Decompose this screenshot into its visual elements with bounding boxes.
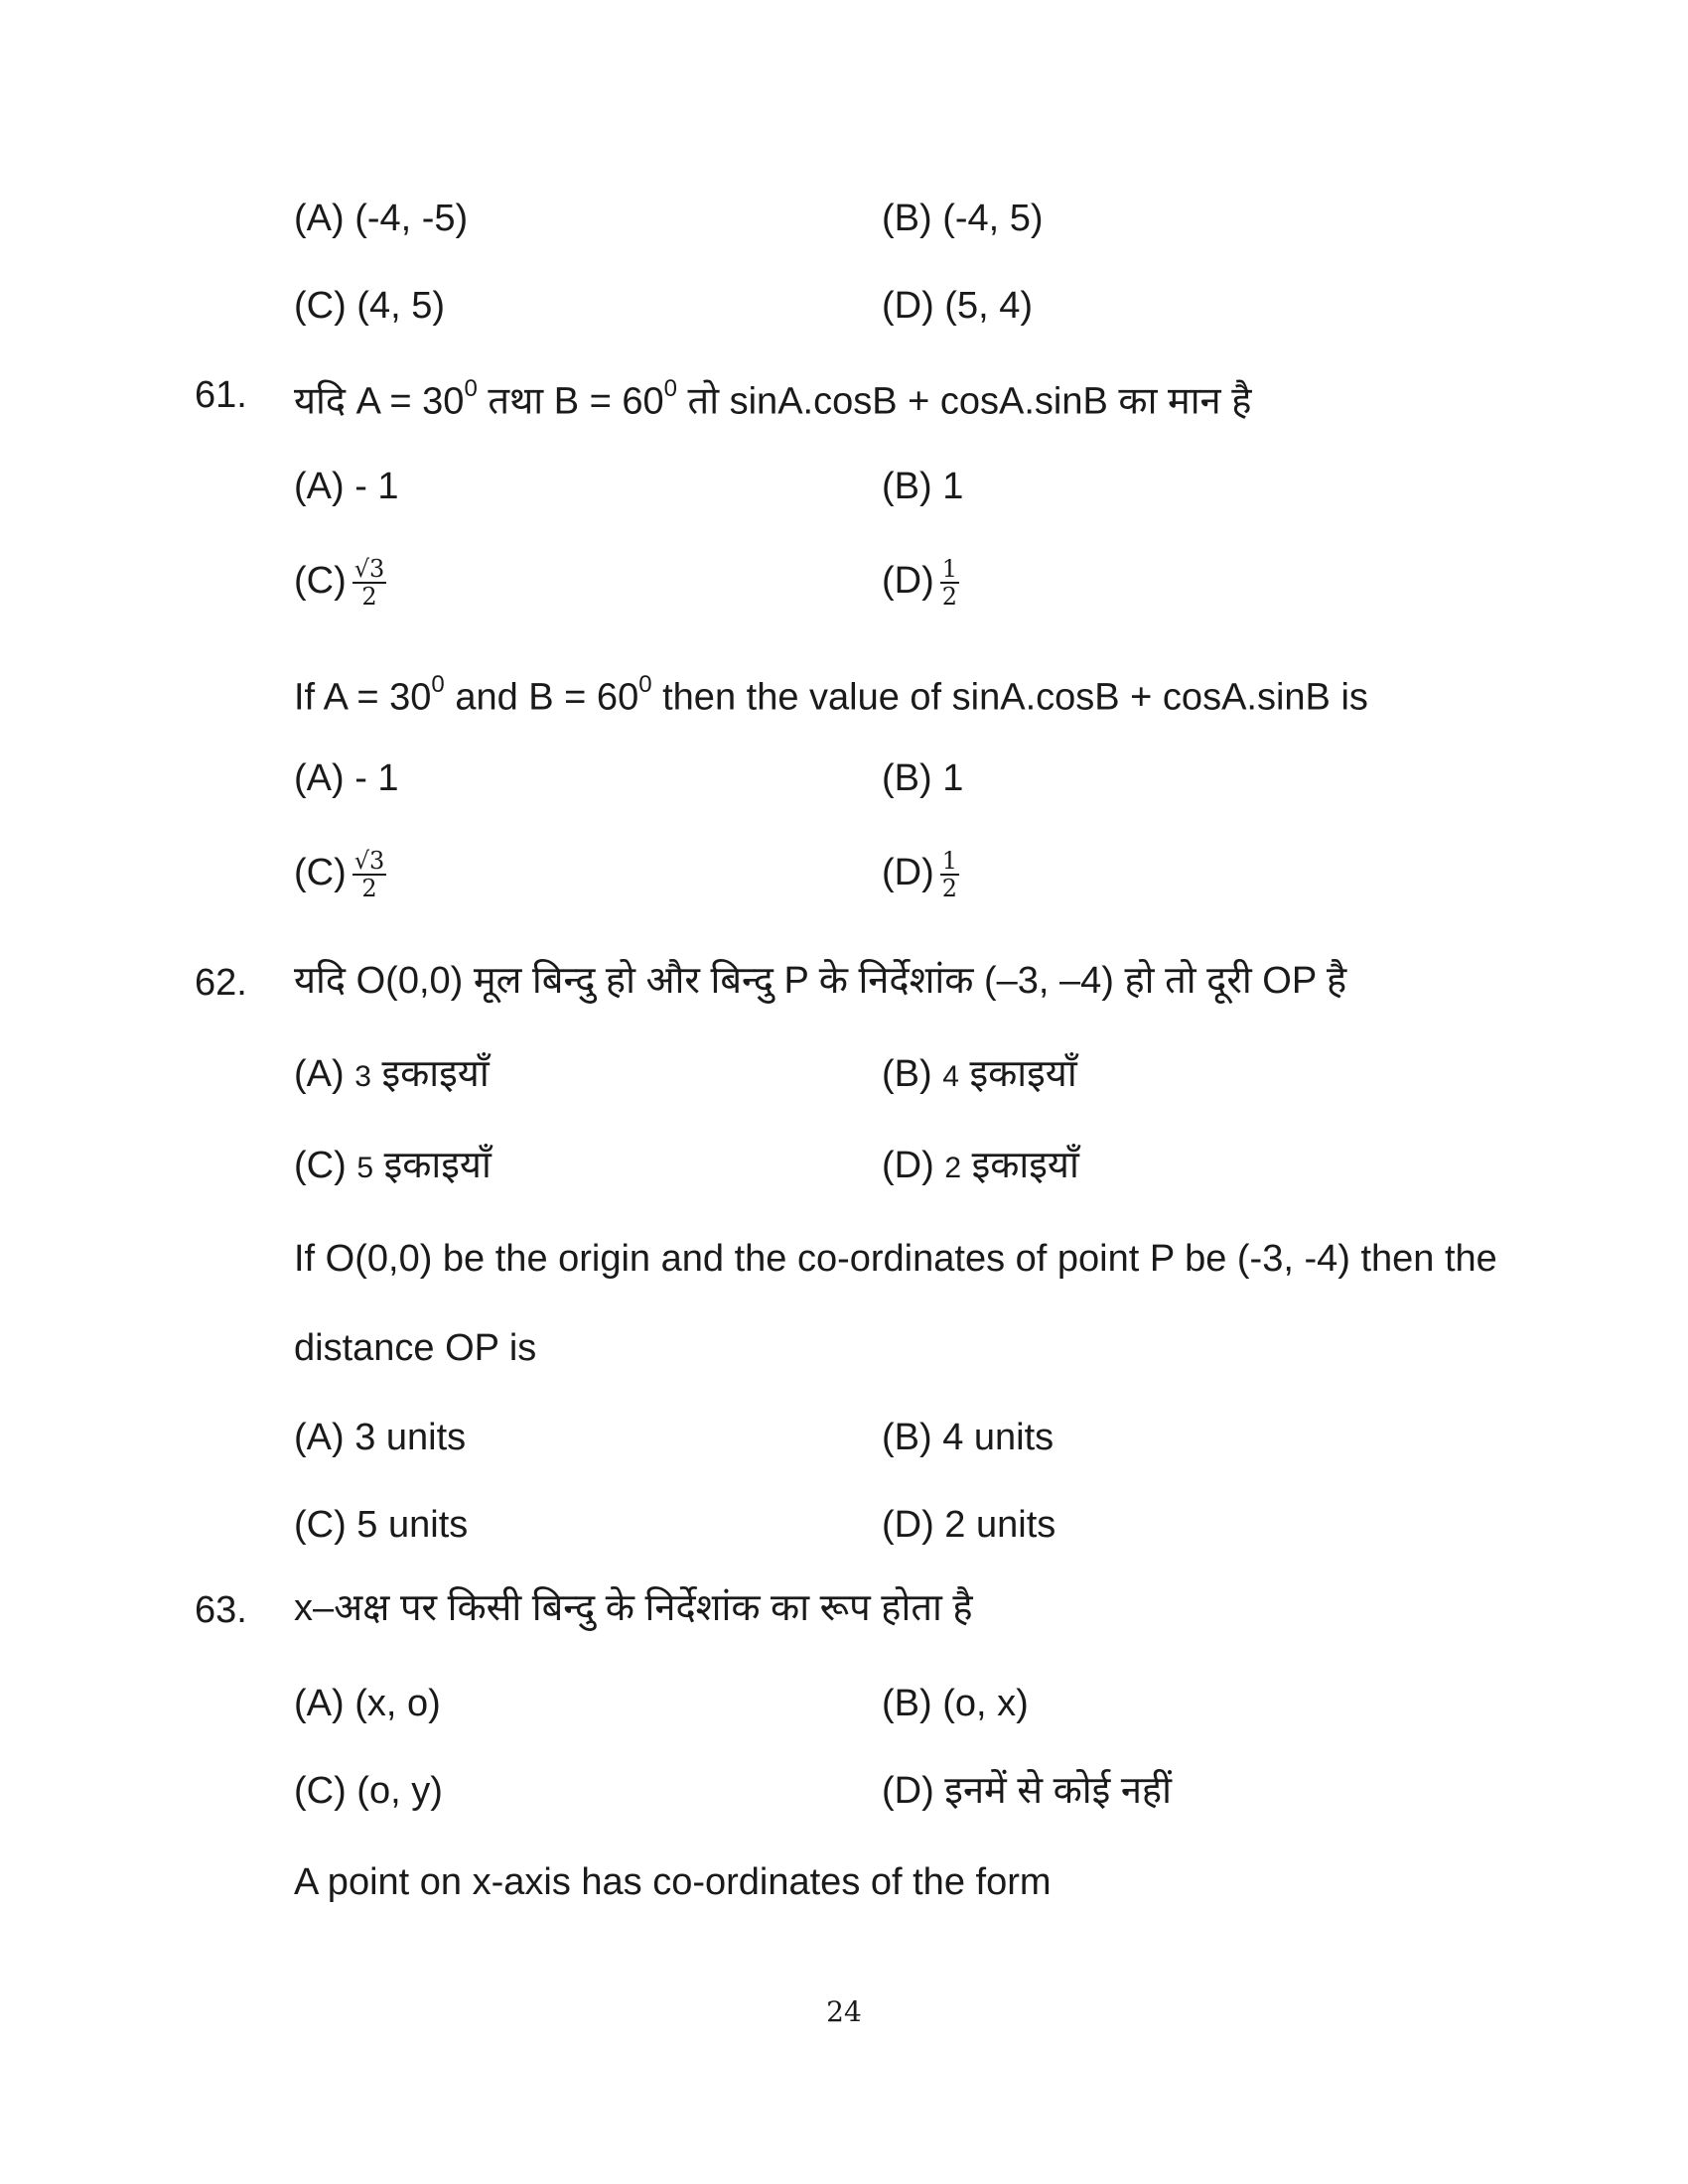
option-c: (C) $\frac{√3}{2}$ bbox=[294, 555, 385, 611]
option-b: (B) 1 bbox=[882, 757, 964, 799]
option-d: (D) इनमें से कोई नहीं bbox=[882, 1770, 1172, 1812]
question-text-hindi: यदि O(0,0) मूल बिन्दु हो और बिन्दु P के निर्देशांक (–3, –4) हो तो दूरी OP है bbox=[294, 960, 1347, 1002]
option-c: (C) 5 इकाइयाँ bbox=[294, 1145, 492, 1186]
question-text-english: A point on x-axis has co-ordinates of the form bbox=[294, 1861, 1052, 1903]
option-b: (B) 1 bbox=[882, 466, 964, 507]
option-a: (A) (x, o) bbox=[294, 1683, 441, 1724]
question-number: 61. bbox=[195, 374, 247, 416]
option-a: (A) 3 इकाइयाँ bbox=[294, 1053, 490, 1095]
option-d: (D) $\frac{1}{2}$ bbox=[882, 555, 958, 611]
option-d: (D) 2 इकाइयाँ bbox=[882, 1145, 1079, 1186]
option-b: (B) (-4, 5) bbox=[882, 198, 1044, 239]
option-d: (D) $\frac{1}{2}$ bbox=[882, 847, 958, 902]
option-c: (C) (o, y) bbox=[294, 1770, 443, 1812]
option-a: (A) 3 units bbox=[294, 1417, 467, 1458]
option-a: (A) (-4, -5) bbox=[294, 198, 469, 239]
question-number: 63. bbox=[195, 1589, 247, 1631]
option-a: (A) - 1 bbox=[294, 757, 399, 799]
option-c: (C) $\frac{√3}{2}$ bbox=[294, 847, 385, 902]
option-c: (C) 5 units bbox=[294, 1504, 469, 1546]
question-text-hindi: x–अक्ष पर किसी बिन्दु के निर्देशांक का रूप होता है bbox=[294, 1587, 973, 1629]
option-c: (C) (4, 5) bbox=[294, 285, 445, 327]
option-d: (D) 2 units bbox=[882, 1504, 1056, 1546]
fraction: $\frac{1}{2}$ bbox=[941, 847, 958, 902]
fraction: $\frac{√3}{2}$ bbox=[353, 847, 385, 902]
question-number: 62. bbox=[195, 962, 247, 1004]
fraction: $\frac{1}{2}$ bbox=[941, 555, 958, 611]
question-text-english: If $A = 30^0$ and $B = 60^0$ then the value of sinA.cosB + cosA.sinB is bbox=[294, 671, 1368, 719]
option-a: (A) - 1 bbox=[294, 466, 399, 507]
question-text-hindi: यदि $A = 30^0$ तथा $B = 60^0$ तो sinA.cosB + cosA.sinB का मान है bbox=[294, 375, 1252, 423]
question-text-english: If O(0,0) be the origin and the co-ordinates of point P be (-3, -4) then the bbox=[294, 1238, 1497, 1280]
page-number: 24 bbox=[826, 1995, 862, 2028]
option-b: (B) (o, x) bbox=[882, 1683, 1029, 1724]
question-text-english-cont: distance OP is bbox=[294, 1327, 537, 1369]
option-b: (B) 4 units bbox=[882, 1417, 1055, 1458]
fraction: $\frac{√3}{2}$ bbox=[353, 555, 385, 611]
option-b: (B) 4 इकाइयाँ bbox=[882, 1053, 1077, 1095]
option-d: (D) (5, 4) bbox=[882, 285, 1033, 327]
